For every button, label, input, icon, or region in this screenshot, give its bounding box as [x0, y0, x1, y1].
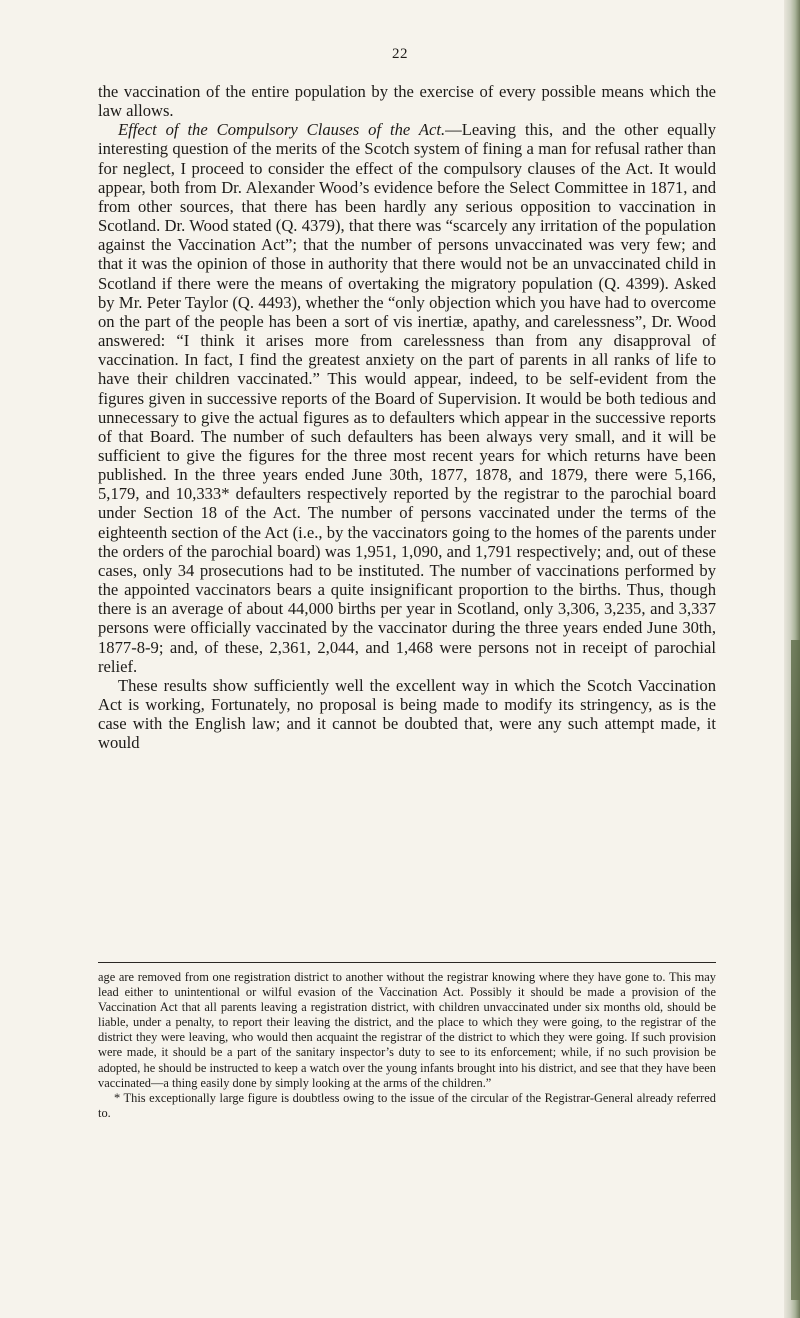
paragraph-continuation: the vaccination of the entire population by the exercise of every possible means which the law allows.: [98, 82, 716, 121]
section-heading: Effect of the Compulsory Clauses of the Act.: [118, 120, 446, 140]
footnotes: [98, 970, 716, 1121]
paragraph-effect-of-compulsory-clauses: [98, 120, 716, 676]
footnote-asterisk: * This exceptionally large figure is doubtless owing to the issue of the circular of the Registrar-General already referred to.: [98, 1090, 716, 1120]
page-number: 22: [392, 46, 408, 62]
paragraph-text: —Leaving this, and the other equally interesting question of the merits of the Scotch system of fining a man for refusal rather than for neglect, I proceed to consider the effect of the compulsory clauses of the Act. It would appear, both from Dr. Alexander Wood’s evidence before the Select Committee in 1871, and from other sources, that there has been hardly any serious opposition to vaccination in Scotland. Dr. Wood stated (Q. 4379), that there was “scarcely any irritation of the population against the Vaccination Act”; that the number of persons unvaccinated was very few; and that it was the opinion of those in authority that there would not be an unvaccinated child in Scotland if there were the means of overtaking the migratory population (Q. 4399). Asked by Mr. Peter Taylor (Q. 4493), whether the “only objection which you have had to overcome on the part of the people has been a sort of vis inertiæ, apathy, and carelessness”, Dr. Wood answered: “I think it arises more from carelessness than from any disapproval of vaccination. In fact, I find the greatest anxiety on the part of parents in all ranks of life to have their children vaccinated.” This would appear, indeed, to be self-evident from the figures given in successive reports of the Board of Supervision. It would be both tedious and unnecessary to give the actual figures as to defaulters which appear in the successive reports of that Board. The number of such defaulters has been always very small, and it will be sufficient to give the figures for the three most recent years for which returns have been published. In the three years ended June 30th, 1877, 1878, and 1879, there were 5,166, 5,179, and 10,333* defaulters respectively reported by the registrar to the parochial board under Section 18 of the Act. The number of persons vaccinated under the terms of the eighteenth section of the Act (i.e., by the vaccinators going to the homes of the parents under the orders of the parochial board) was 1,951, 1,090, and 1,791 respectively; and, out of these cases, only 34 prosecutions had to be instituted. The number of vaccinations performed by the appointed vaccinators bears a quite insignificant proportion to the births. Thus, though there is an average of about 44,000 births per year in Scotland, only 3,306, 3,235, and 3,337 persons were officially vaccinated by the vaccinator during the three years ended June 30th, 1877-8-9; and, of these, 2,361, 2,044, and 1,468 were persons not in receipt of parochial relief.: [98, 120, 716, 676]
body-text: [98, 82, 716, 752]
page-edge-binding: [791, 640, 800, 1300]
paragraph-results: These results show sufficiently well the excellent way in which the Scotch Vaccination Act is working, Fortunately, no proposal is being made to modify its stringency, as is the case with the English law; and it cannot be doubted that, were any such attempt made, it would: [98, 675, 716, 753]
footnote-divider: [98, 962, 716, 963]
footnote-continuation: age are removed from one registration district to another without the registrar knowing where they have gone to. This may lead either to unintentional or wilful evasion of the Vaccination Act. Possibly it should be made a provision of the Vaccination Act that all parents leaving a registration district, with children unvaccinated under six months old, should be liable, under a penalty, to report their leaving the district, and the place to which they were going, to the registrar of the district they were leaving, who would then acquaint the registrar of the district to which they were going. If such provision were made, it should be a part of the sanitary inspector’s duty to see to its enforcement; while, if no such provision be adopted, he should be instructed to keep a watch over the young infants brought into his district, and see that they have been vaccinated—a thing easily done by simply looking at the arms of the children.”: [98, 970, 716, 1090]
